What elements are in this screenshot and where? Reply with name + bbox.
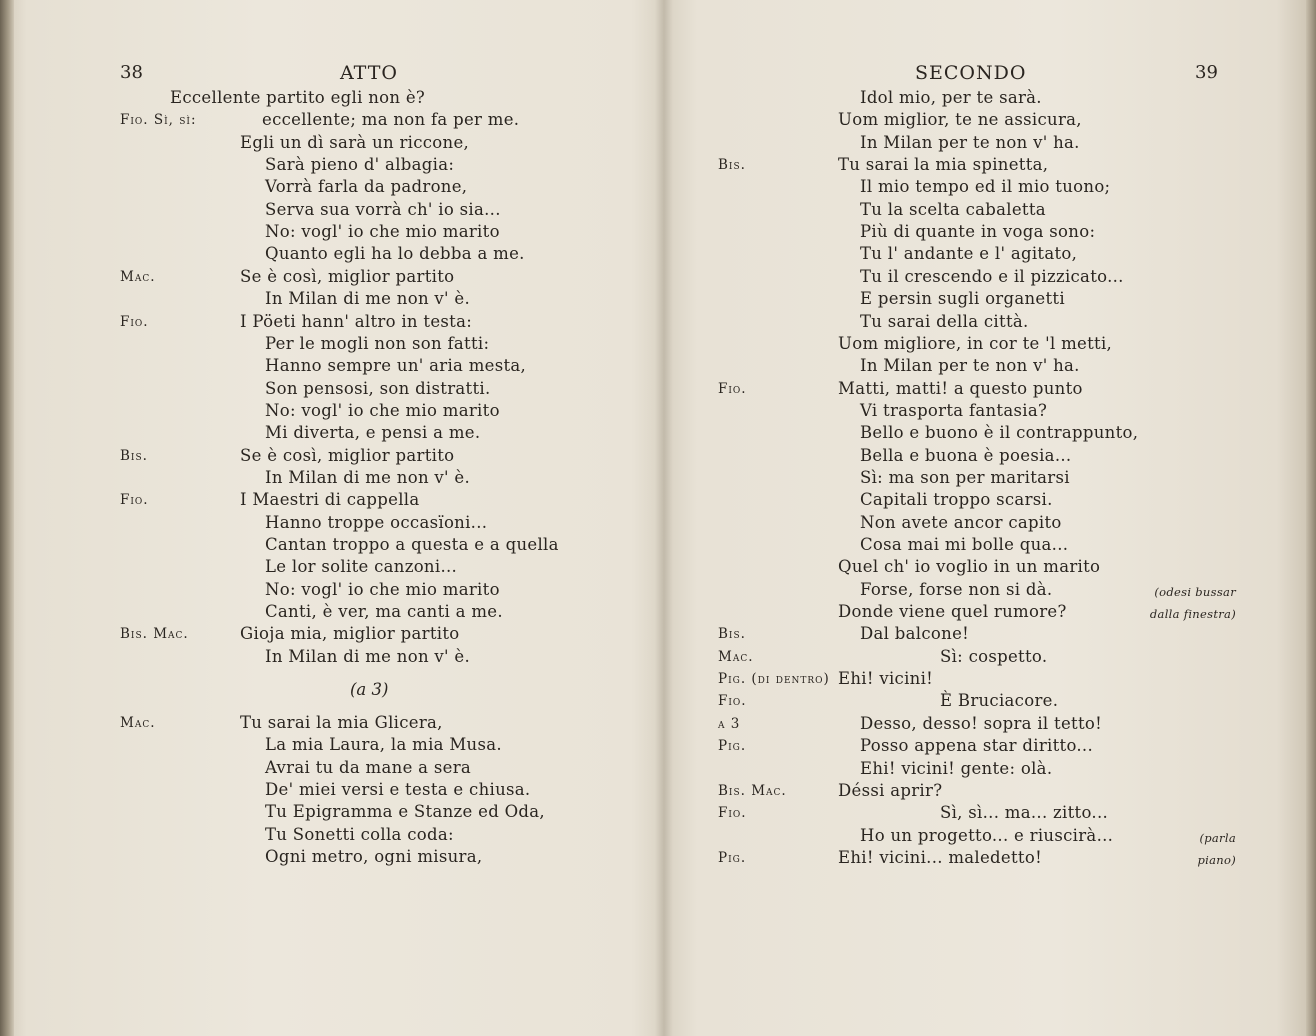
verse-line: eccellente; ma non fa per me. [262,110,520,130]
verse-line: Cosa mai mi bolle qua... [860,535,1069,554]
verse-line: È Bruciacore. [940,691,1059,711]
speaker-label: Bis. [718,626,746,643]
verse-line: Vi trasporta fantasia? [860,400,1048,420]
verse-line: Posso appena star diritto... [860,736,1094,756]
verse-line: Sì, sì... ma... zitto... [940,803,1109,823]
verse-line: Sì: cospetto. [940,646,1048,666]
verse-line: Quanto egli ha lo debba a me. [265,244,525,264]
verse-line: La mia Laura, la mia Musa. [265,735,502,755]
verse-line: Tu sarai la mia spinetta, [838,155,1049,175]
verse-line: Non avete ancor capito [860,512,1062,532]
speaker-label: Mac. [120,715,156,731]
verse-line: No: vogl' io che mio marito [265,579,500,599]
speaker-label: Fio. Sì, sì: [120,112,197,129]
page-number: 38 [120,62,143,83]
verse-line: Son pensosi, son distratti. [265,378,491,398]
verse-line: In Milan di me non v' è. [265,646,471,666]
speaker-label: Fio. [718,805,747,822]
verse-line: Uom miglior, te ne assicura, [838,110,1082,130]
verse-line: Tu il crescendo e il pizzicato... [860,266,1124,286]
ensemble-marker: (a 3) [350,680,389,699]
speaker-label: Fio. [120,492,149,509]
page-number: 39 [1195,62,1218,83]
verse-line: Se è così, miglior partito [240,445,455,465]
verse-line: Capitali troppo scarsi. [860,490,1053,510]
stage-direction: dalla finestra) [1149,607,1236,622]
verse-line: Tu sarai la mia Glicera, [240,713,443,732]
verse-line: Egli un dì sarà un riccone, [240,132,470,152]
verse-line: Forse, forse non si dà. [860,579,1053,599]
verse-line: Serva sua vorrà ch' io sia... [265,199,501,219]
verse-line: Tu sarai della città. [860,311,1029,331]
speaker-label: Bis. [718,157,746,174]
verse-line: Canti, è ver, ma canti a me. [265,602,503,622]
verse-line: Dal balcone! [860,624,970,644]
verse-line: Per le mogli non son fatti: [265,333,490,353]
verse-line: Avrai tu da mane a sera [265,757,472,777]
verse-line: In Milan per te non v' ha. [860,356,1080,376]
speaker-label: Fio. [718,380,747,397]
speaker-label: Bis. Mac. [718,782,787,799]
verse-line: In Milan per te non v' ha. [860,132,1080,152]
verse-line: Ehi! vicini! gente: olà. [860,758,1053,778]
speaker-label: Fio. [120,313,149,330]
verse-line: Uom migliore, in cor te 'l metti, [838,333,1113,353]
verse-line: Tu la scelta cabaletta [860,199,1046,219]
stage-direction: (odesi bussar [1154,584,1236,599]
verse-line: Sarà pieno d' albagia: [265,155,455,175]
verse-line: Più di quante in voga sono: [860,222,1096,242]
verse-line: Gioja mia, miglior partito [240,624,460,644]
verse-line: Desso, desso! sopra il tetto! [860,713,1103,733]
verse-line: Ogni metro, ogni misura, [265,847,483,867]
speaker-label: Bis. [120,447,148,464]
verse-line: I Pöeti hann' altro in testa: [240,311,473,331]
speaker-label: Pig. [718,849,747,866]
verse-line: Ehi! vicini... maledetto! [838,847,1043,867]
running-head: ATTO [340,62,398,84]
verse-line: Ho un progetto... e riuscirà... [860,825,1114,845]
verse-line: Il mio tempo ed il mio tuono; [860,177,1111,197]
verse-line: No: vogl' io che mio marito [265,400,500,420]
stage-direction: (parla [1199,830,1236,845]
verse-line: Donde viene quel rumore? [838,602,1067,622]
verse-line: Le lor solite canzoni... [265,557,458,577]
stage-direction: piano) [1197,852,1236,867]
verse-line: Ehi! vicini! [838,669,934,689]
verse-line: Cantan troppo a questa e a quella [265,535,559,554]
verse-line: Matti, matti! a questo punto [838,378,1083,398]
speaker-label: Bis. Mac. [120,626,189,643]
right-page [668,0,1316,1036]
verse-line: Hanno troppe occasïoni... [265,512,488,532]
verse-line: Bello e buono è il contrappunto, [860,423,1139,443]
verse-line: Déssi aprir? [838,780,943,800]
verse-line: I Maestri di cappella [240,490,420,510]
verse-line: Sì: ma son per maritarsi [860,467,1070,487]
verse-line: Bella e buona è poesia... [860,445,1072,465]
verse-line: Tu l' andante e l' agitato, [860,244,1078,264]
verse-line: Tu Epigramma e Stanze ed Oda, [265,802,545,822]
speaker-label: Pig. (di dentro) [718,671,830,688]
verse-line: In Milan di me non v' è. [265,467,471,487]
verse-line: E persin sugli organetti [860,289,1065,309]
verse-line: Tu Sonetti colla coda: [265,824,454,844]
speaker-label: Fio. [718,693,747,710]
verse-line: Quel ch' io voglio in un marito [838,557,1101,577]
speaker-label: a 3 [718,715,741,732]
verse-line: De' miei versi e testa e chiusa. [265,780,531,800]
running-head: SECONDO [915,62,1027,84]
speaker-label: Pig. [718,738,747,755]
verse-line: Idol mio, per te sarà. [860,88,1042,107]
verse-line: Se è così, miglior partito [240,266,455,286]
verse-line: Hanno sempre un' aria mesta, [265,356,527,376]
verse-line: Mi diverta, e pensi a me. [265,423,481,443]
verse-line: Vorrà farla da padrone, [265,177,468,197]
speaker-label: Mac. [120,268,156,285]
verse-line: No: vogl' io che mio marito [265,222,500,242]
speaker-label: Mac. [718,648,754,665]
verse-line: In Milan di me non v' è. [265,289,471,309]
verse-line: Eccellente partito egli non è? [170,88,426,107]
